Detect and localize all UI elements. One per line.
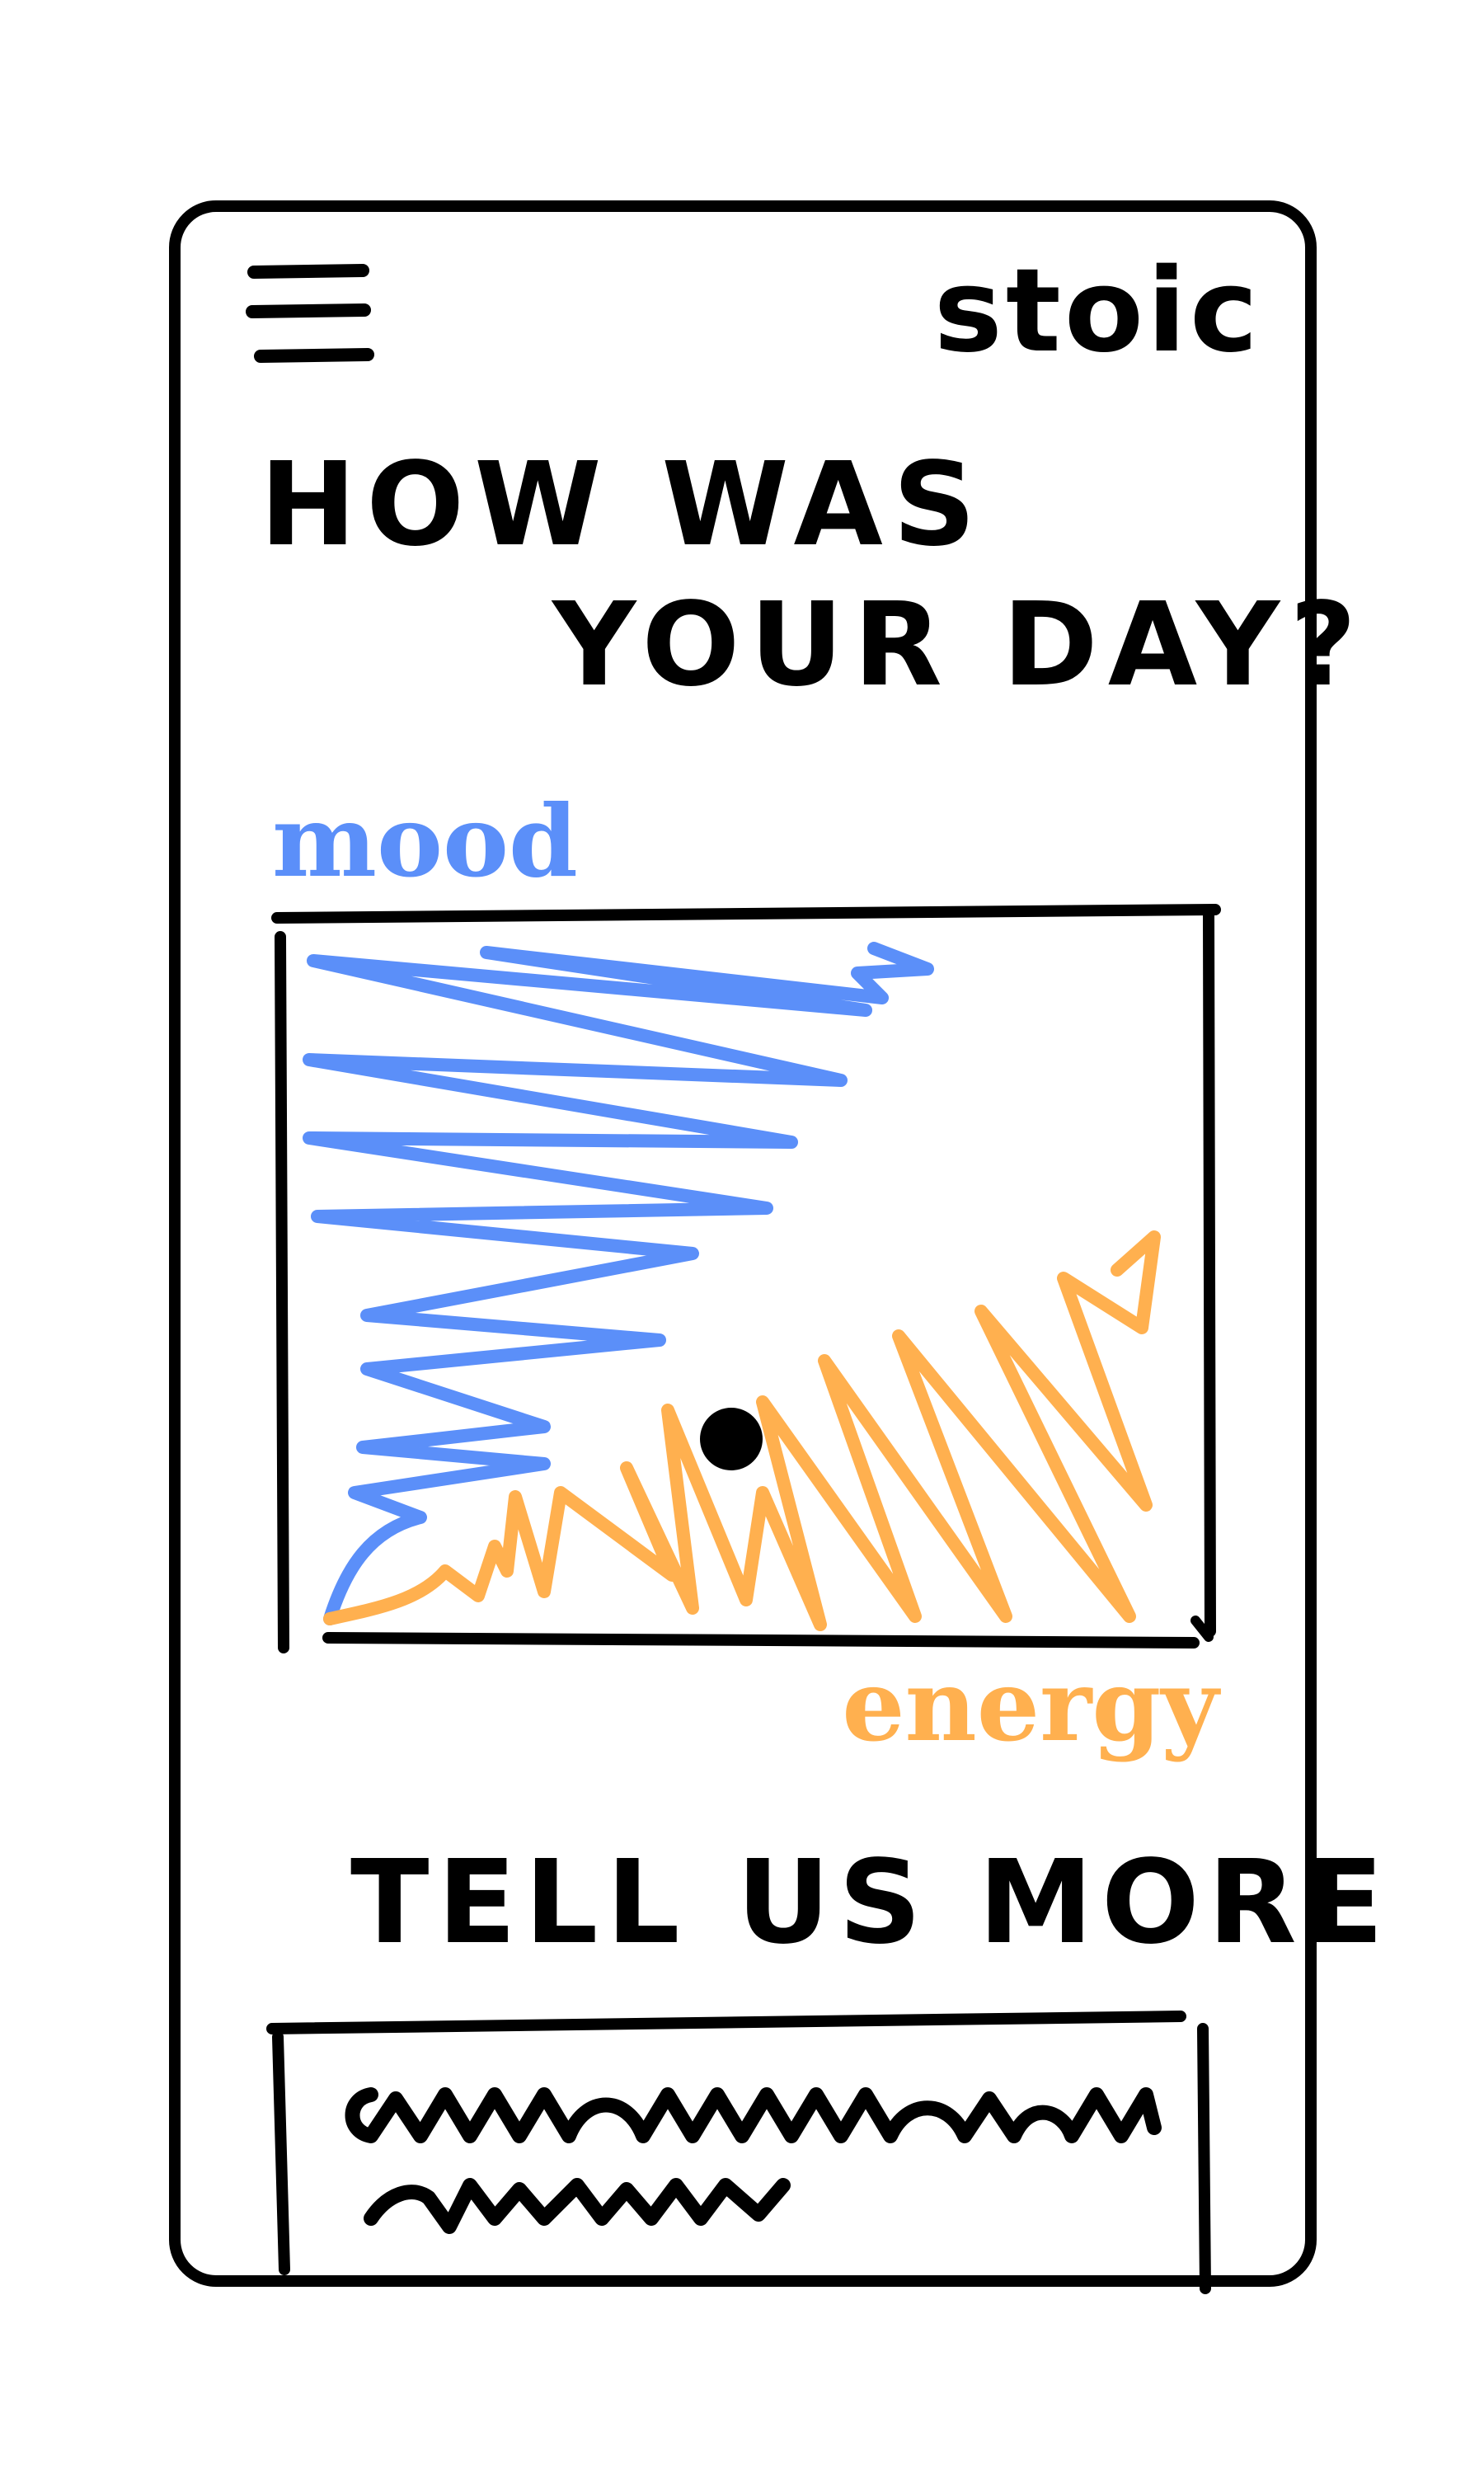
selection-dot[interactable] (700, 1408, 763, 1470)
mood-energy-picker[interactable] (277, 910, 1215, 1648)
energy-label: energy (842, 1648, 1219, 1764)
notes-text-area[interactable] (272, 2016, 1205, 2288)
app-logo: stoic (933, 244, 1261, 379)
question-heading-line2: YOUR DAY? (552, 578, 1367, 713)
scribble-text-placeholder (353, 2095, 1155, 2227)
question-heading-line1: HOW WAS (260, 438, 986, 572)
tell-us-more-heading: TELL US MORE (350, 1836, 1392, 1970)
mood-scribble (309, 948, 928, 1619)
mood-label: mood (272, 783, 578, 900)
hamburger-menu-icon[interactable] (252, 270, 368, 356)
